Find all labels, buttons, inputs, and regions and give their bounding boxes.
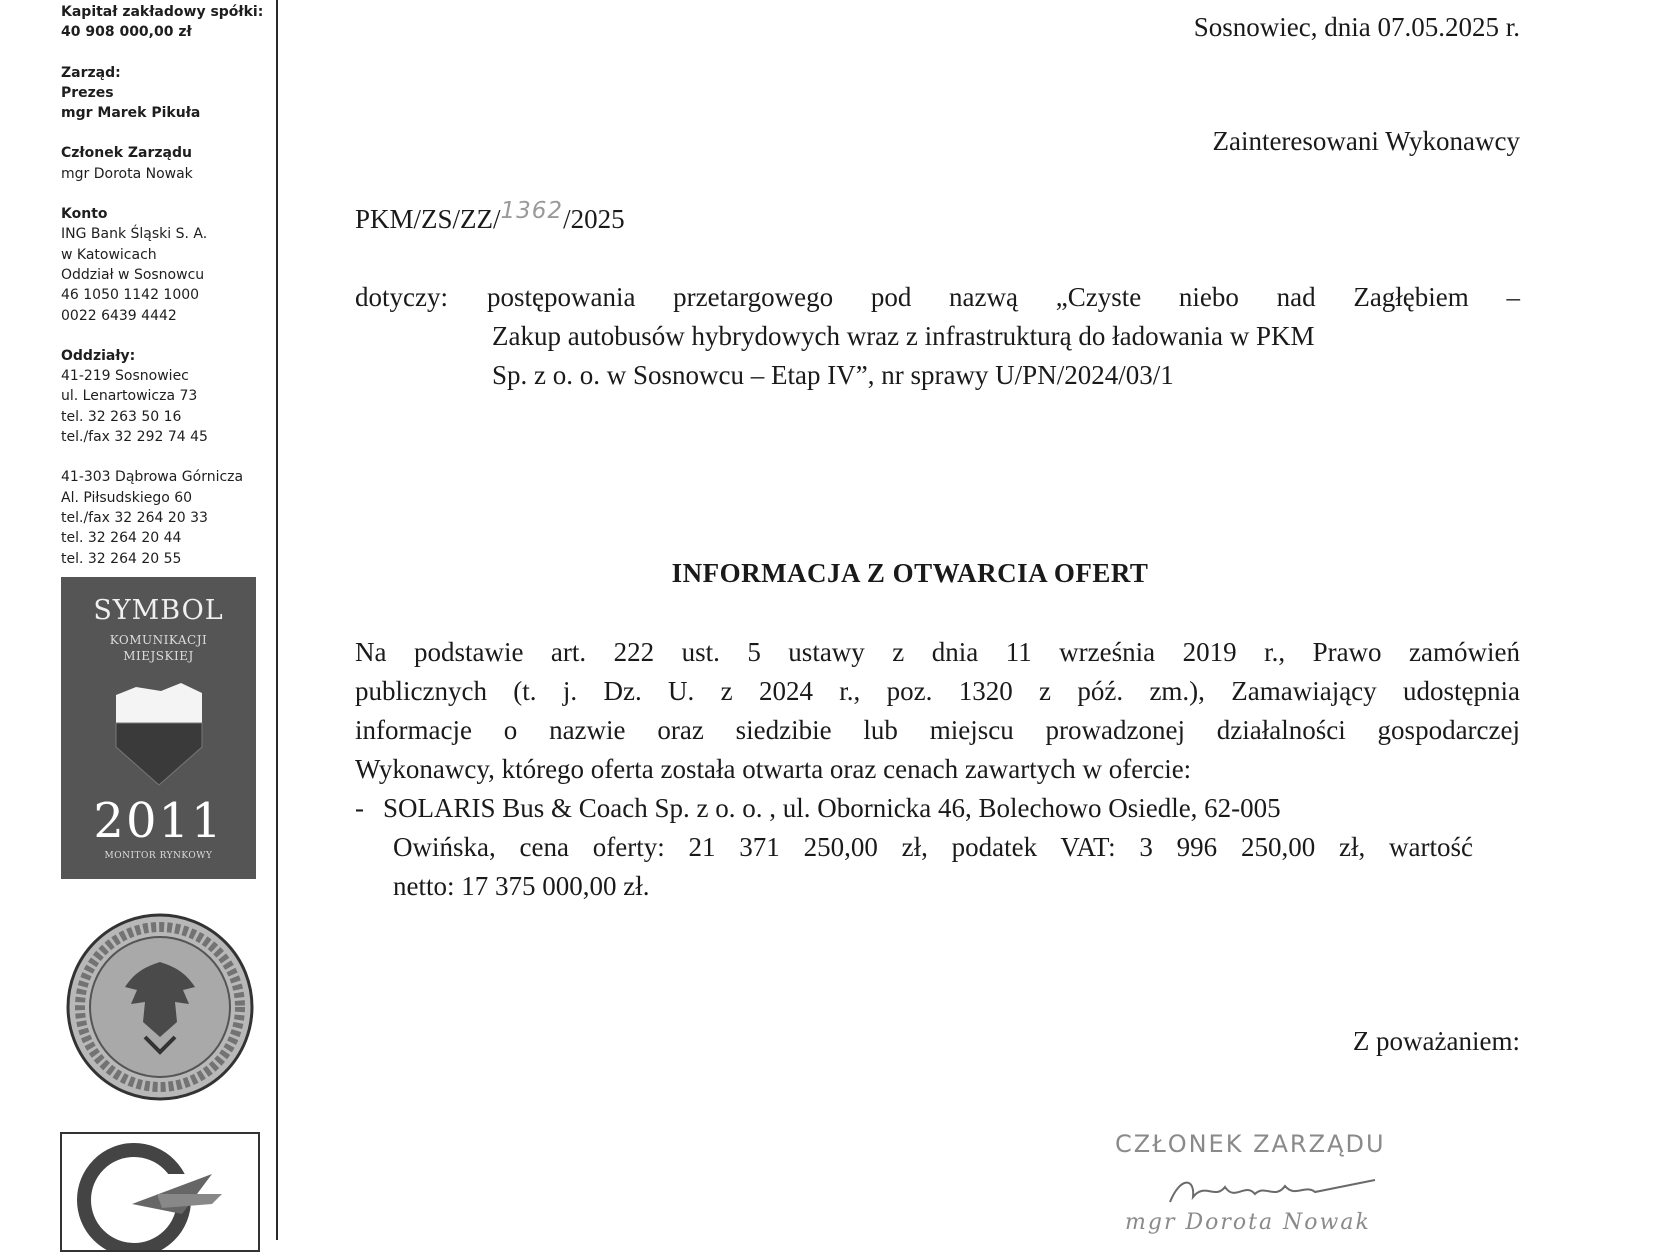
badge-title: SYMBOL [93,595,224,626]
subject-text [487,278,1520,395]
board-label: Zarząd: [61,64,121,81]
closing-salutation: Z poważaniem: [1352,1026,1520,1056]
account-line: w Katowicach [61,246,157,263]
paragraph-line: publicznych (t. j. Dz. U. z 2024 r., poz. 1320 z póź. zm.), Zamawiający udostępnia [355,676,1520,706]
reference-handwritten: 1362 [500,198,564,224]
badge-footer: MONITOR RYNKOWY [104,851,213,861]
reference-prefix: PKM/ZS/ZZ/ [355,204,501,234]
stamp-title: CZŁONEK ZARZĄDU [1115,1130,1386,1158]
reference-number [355,200,625,241]
reference-suffix: /2025 [563,204,625,234]
stamp-name: mgr Dorota Nowak [1125,1210,1371,1235]
account-line: 0022 6439 4442 [61,307,177,324]
company-info [61,2,266,589]
branch1-line: 41-219 Sosnowiec [61,368,189,385]
subject-line: Sp. z o. o. w Sosnowcu – Etap IV”, nr sprawy U/PN/2024/03/1 [492,360,1174,390]
symbol-award-badge [61,577,256,879]
subject-line: Zakup autobusów hybrydowych wraz z infrastrukturą do ładowania w PKM [492,321,1315,351]
letter-body [355,0,1520,1240]
capital-label: Kapitał zakładowy spółki: [61,4,264,20]
handwritten-signature-icon [1165,1172,1385,1212]
document-heading: INFORMACJA Z OTWARCIA OFERT [671,558,1149,588]
paragraph-line: informacje o nazwie oraz siedzibie lub miejscu prowadzonej działalności gospodarczej [355,715,1520,745]
offer-line: Owińska, cena oferty: 21 371 250,00 zł, podatek VAT: 3 996 250,00 zł, wartość [393,832,1473,862]
president-name: mgr Marek Pikuła [61,105,201,122]
signature-stamp [1105,1130,1405,1240]
account-line: ING Bank Śląski S. A. [61,226,208,243]
badge-subtitle-1: KOMUNIKACJI [109,633,208,647]
paragraph-line: Na podstawie art. 222 ust. 5 ustawy z dnia 11 września 2019 r., Prawo zamówień [355,637,1520,667]
badge-subtitle [61,632,256,664]
bullet-dash: - [355,793,364,823]
account-label: Konto [61,206,108,223]
branch2-line: Al. Piłsudskiego 60 [61,489,193,506]
medal-emblem-icon [65,912,255,1102]
branch1-line: tel./fax 32 292 74 45 [61,429,208,446]
offer-line: SOLARIS Bus & Coach Sp. z o. o. , ul. Obornicka 46, Bolechowo Osiedle, 62-005 [383,793,1281,823]
branch1-line: tel. 32 263 50 16 [61,408,182,425]
badge-subtitle-2: MIEJSKIEJ [123,649,194,663]
president-title: Prezes [61,84,114,101]
member-name: mgr Dorota Nowak [61,165,193,182]
branch2-line: tel. 32 264 20 55 [61,550,182,567]
paragraph-line: Wykonawcy, którego oferta została otwarta oraz cenach zawartych w ofercie: [355,754,1192,784]
poland-shield-icon [106,677,210,789]
branch2-line: 41-303 Dąbrowa Górnicza [61,469,244,486]
main-paragraph [355,633,1520,789]
g-logo-icon [62,1134,258,1250]
branch1-line: ul. Lenartowicza 73 [61,388,198,405]
letter-recipient: Zainteresowani Wykonawcy [1212,126,1520,156]
branch2-line: tel. 32 264 20 44 [61,530,182,547]
capital-value: 40 908 000,00 zł [61,24,192,41]
badge-year: 2011 [93,793,224,849]
letter-date: Sosnowiec, dnia 07.05.2025 r. [1193,12,1520,42]
subject-line: postępowania przetargowego pod nazwą „Czyste niebo nad Zagłębiem – [487,282,1520,312]
account-line: Oddział w Sosnowcu [61,266,205,283]
certificate-logo [60,1132,260,1252]
branches-label: Oddziały: [61,347,136,364]
member-label: Członek Zarządu [61,145,192,162]
offer-line: netto: 17 375 000,00 zł. [393,871,650,901]
account-line: 46 1050 1142 1000 [61,287,200,304]
company-sidebar [0,0,278,1240]
branch2-line: tel./fax 32 264 20 33 [61,509,208,526]
subject-label: dotyczy: [355,282,448,312]
